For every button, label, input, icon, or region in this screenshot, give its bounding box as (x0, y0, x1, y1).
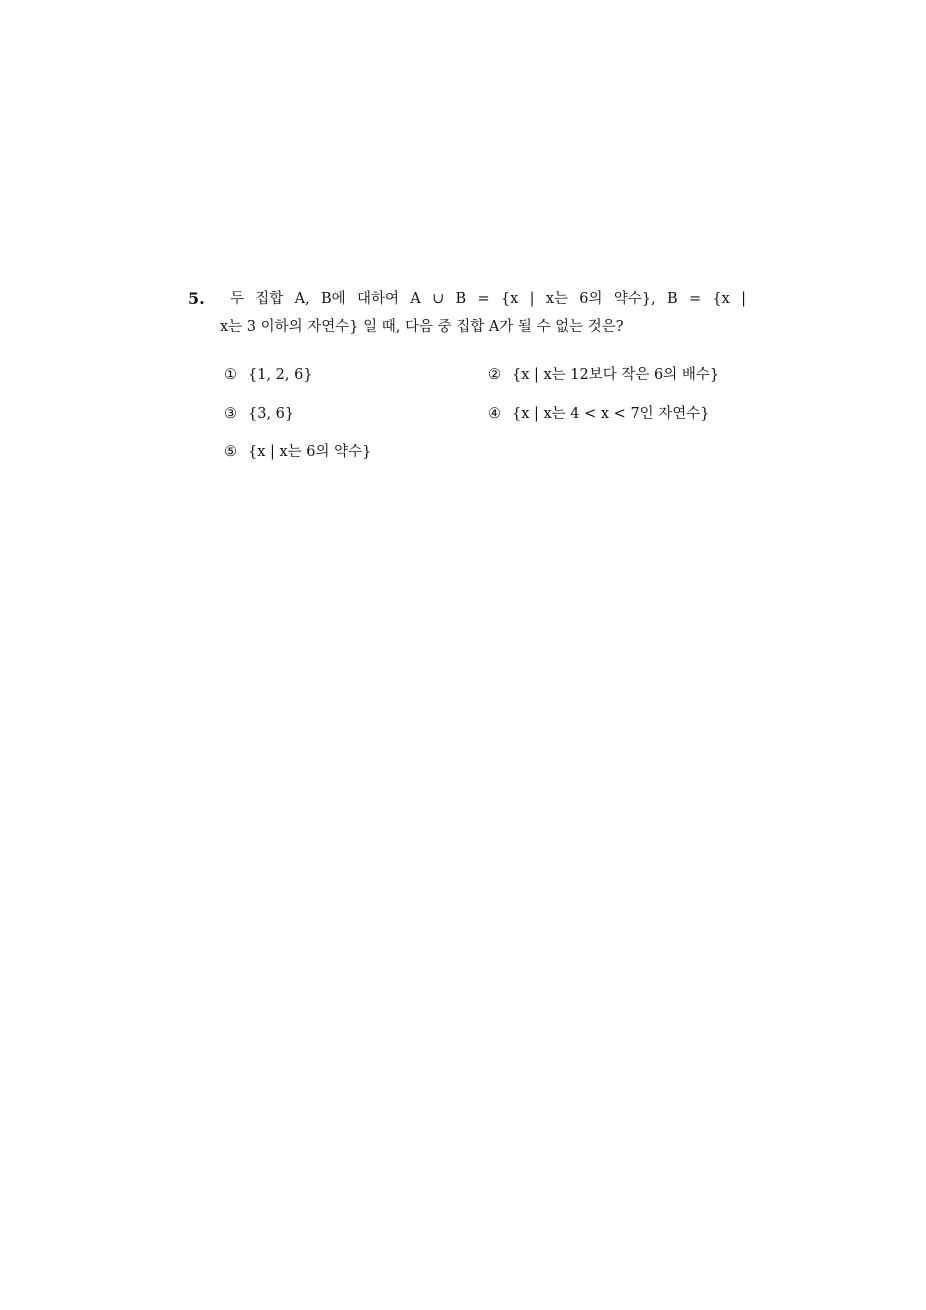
choice-3-text: {3, 6} (248, 406, 295, 422)
choice-2-mark: ② (488, 367, 501, 383)
choice-3[interactable] (224, 401, 294, 427)
choice-5[interactable] (224, 439, 371, 465)
choice-1[interactable] (224, 362, 313, 388)
choice-4-mark: ④ (488, 406, 501, 422)
problem-text-line-2: x는 3 이하의 자연수} 일 때, 다음 중 집합 A가 될 수 없는 것은? (220, 319, 624, 335)
answer-choices (224, 362, 744, 482)
choice-2[interactable] (488, 362, 719, 388)
problem-number: 5. (188, 289, 205, 308)
choice-1-text: {1, 2, 6} (248, 367, 313, 383)
choice-5-mark: ⑤ (224, 444, 237, 460)
choice-5-text: {x | x는 6의 약수} (248, 444, 372, 460)
choice-2-text: {x | x는 12보다 작은 6의 배수} (512, 367, 720, 383)
choice-3-mark: ③ (224, 406, 237, 422)
problem-text-line-1: 두 집합 A, B에 대하여 A ∪ B = {x | x는 6의 약수}, B = {x | (230, 291, 746, 307)
choice-4-text: {x | x는 4 < x < 7인 자연수} (512, 406, 710, 422)
choice-1-mark: ① (224, 367, 237, 383)
choice-4[interactable] (488, 401, 710, 427)
